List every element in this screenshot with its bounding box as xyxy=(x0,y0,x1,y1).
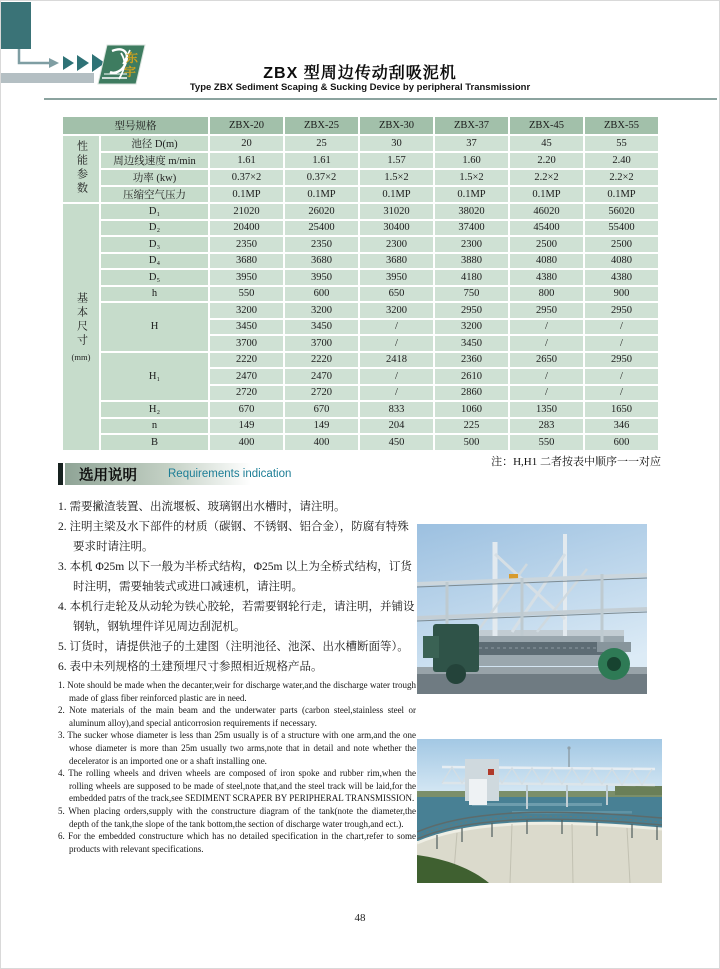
value-cell: 45 xyxy=(510,136,583,151)
value-cell: / xyxy=(585,320,658,335)
table-footnote: 注：H,H1 二者按表中顺序一一对应 xyxy=(491,456,661,468)
note-item: 5. When placing orders,supply with the constructure diagram of the tank(note the diameter,the depth of the tank,the slope of the tank bottom,the section of discharge water trough,and ect.). xyxy=(58,805,416,829)
value-cell: 26020 xyxy=(285,204,358,219)
value-cell: 1.60 xyxy=(435,153,508,168)
value-cell: 2.2×2 xyxy=(585,170,658,185)
param-cell: 池径 D(m) xyxy=(101,136,208,151)
spec-table xyxy=(61,115,660,452)
value-cell: 3200 xyxy=(285,303,358,318)
value-cell: 2220 xyxy=(210,353,283,368)
value-cell: 670 xyxy=(285,402,358,417)
value-cell: 3950 xyxy=(285,270,358,285)
param-cell: H₂ xyxy=(101,402,208,417)
group-label: 性能参数 xyxy=(75,139,88,196)
value-cell: 55 xyxy=(585,136,658,151)
param-cell: D₅ xyxy=(101,270,208,285)
value-cell: 2950 xyxy=(585,353,658,368)
value-cell: 4080 xyxy=(585,254,658,269)
model-header-cell: ZBX-45 xyxy=(510,117,583,134)
table-row xyxy=(63,204,658,219)
value-cell: 25400 xyxy=(285,221,358,236)
section-accent-bar xyxy=(58,463,63,485)
param-cell: 周边线速度 m/min xyxy=(101,153,208,168)
value-cell: / xyxy=(360,320,433,335)
param-cell: n xyxy=(101,419,208,434)
value-cell: 4080 xyxy=(510,254,583,269)
value-cell: / xyxy=(585,369,658,384)
value-cell: 2720 xyxy=(285,386,358,401)
value-cell: / xyxy=(585,336,658,351)
notes-chinese xyxy=(58,497,415,677)
photo-treatment-tank xyxy=(417,739,662,883)
value-cell: 2.40 xyxy=(585,153,658,168)
notes-english xyxy=(58,679,416,855)
value-cell: 3680 xyxy=(285,254,358,269)
value-cell: 149 xyxy=(210,419,283,434)
value-cell: 3200 xyxy=(435,320,508,335)
value-cell: 2300 xyxy=(435,237,508,252)
value-cell: 2860 xyxy=(435,386,508,401)
section-title-en: Requirements indication xyxy=(168,468,292,480)
value-cell: 283 xyxy=(510,419,583,434)
value-cell: 3200 xyxy=(360,303,433,318)
note-item: 1. Note should be made when the decanter,weir for discharge water,and the discharge water trough made of glass fiber reinforced plastic are in need. xyxy=(58,680,416,703)
table-row xyxy=(63,136,658,151)
value-cell: 670 xyxy=(210,402,283,417)
value-cell: 2950 xyxy=(585,303,658,318)
header-rule xyxy=(44,98,717,100)
table-row xyxy=(63,221,658,236)
value-cell: 1.61 xyxy=(285,153,358,168)
note-item: 2. Note materials of the main beam and the underwater parts (carbon steel,stainless steel or aluminum alloy),and special anticorrosion requirements if necessary. xyxy=(58,705,416,728)
value-cell: / xyxy=(510,386,583,401)
value-cell: 55400 xyxy=(585,221,658,236)
page-title: ZBX 型周边传动刮吸泥机 xyxy=(263,65,457,82)
value-cell: 0.37×2 xyxy=(285,170,358,185)
value-cell: 45400 xyxy=(510,221,583,236)
value-cell: 38020 xyxy=(435,204,508,219)
param-cell: D₄ xyxy=(101,254,208,269)
value-cell: 25 xyxy=(285,136,358,151)
value-cell: 1060 xyxy=(435,402,508,417)
group-label-cell xyxy=(63,136,99,202)
note-item: 2. 注明主梁及水下部件的材质（碳钢、不锈钢、铝合金），防腐有特殊要求时请注明。 xyxy=(58,521,409,553)
param-cell: D₁ xyxy=(101,204,208,219)
value-cell: 225 xyxy=(435,419,508,434)
logo-char-2: 宇 xyxy=(123,65,137,79)
model-header-cell: ZBX-30 xyxy=(360,117,433,134)
value-cell: 56020 xyxy=(585,204,658,219)
note-item: 4. 本机行走轮及从动轮为铁心胶轮，若需要钢轮行走，请注明，并铺设钢轨，钢轨埋件详见周边刮泥机。 xyxy=(58,601,415,633)
value-cell: 4380 xyxy=(585,270,658,285)
value-cell: 3680 xyxy=(210,254,283,269)
value-cell: 3950 xyxy=(360,270,433,285)
section-title-cn: 选用说明 xyxy=(79,468,137,484)
value-cell: 3700 xyxy=(210,336,283,351)
value-cell: 0.1MP xyxy=(210,187,283,202)
value-cell: 3880 xyxy=(435,254,508,269)
value-cell: 2500 xyxy=(510,237,583,252)
model-header-cell: ZBX-37 xyxy=(435,117,508,134)
group-label-cell xyxy=(63,204,99,450)
value-cell: 2950 xyxy=(510,303,583,318)
value-cell: 900 xyxy=(585,287,658,302)
value-cell: 833 xyxy=(360,402,433,417)
value-cell: 600 xyxy=(585,435,658,450)
value-cell: 2.20 xyxy=(510,153,583,168)
value-cell: 600 xyxy=(285,287,358,302)
value-cell: 37 xyxy=(435,136,508,151)
value-cell: 3200 xyxy=(210,303,283,318)
value-cell: 2.2×2 xyxy=(510,170,583,185)
value-cell: 3450 xyxy=(435,336,508,351)
note-item: 1. 需要撇渣装置、出流堰板、玻璃钢出水槽时，请注明。 xyxy=(58,501,346,513)
value-cell: 20400 xyxy=(210,221,283,236)
param-cell: 功率 (kw) xyxy=(101,170,208,185)
value-cell: 1.57 xyxy=(360,153,433,168)
value-cell: 37400 xyxy=(435,221,508,236)
value-cell: 1350 xyxy=(510,402,583,417)
logo-char-1: 东 xyxy=(125,51,139,65)
param-cell: h xyxy=(101,287,208,302)
value-cell: 3700 xyxy=(285,336,358,351)
value-cell: 500 xyxy=(435,435,508,450)
page-number: 48 xyxy=(354,912,366,924)
value-cell: 30400 xyxy=(360,221,433,236)
value-cell: 1650 xyxy=(585,402,658,417)
value-cell: 400 xyxy=(285,435,358,450)
value-cell: / xyxy=(585,386,658,401)
value-cell: 30 xyxy=(360,136,433,151)
value-cell: 3680 xyxy=(360,254,433,269)
value-cell: 2500 xyxy=(585,237,658,252)
value-cell: 2360 xyxy=(435,353,508,368)
table-row xyxy=(63,303,658,318)
value-cell: 550 xyxy=(510,435,583,450)
param-cell: B xyxy=(101,435,208,450)
model-header-cell: ZBX-55 xyxy=(585,117,658,134)
param-cell: 压缩空气压力 xyxy=(101,187,208,202)
value-cell: 21020 xyxy=(210,204,283,219)
table-row xyxy=(63,254,658,269)
value-cell: 800 xyxy=(510,287,583,302)
value-cell: / xyxy=(510,320,583,335)
value-cell: 1.61 xyxy=(210,153,283,168)
note-item: 6. 表中未列规格的土建预埋尺寸参照相近规格产品。 xyxy=(58,661,323,673)
value-cell: 750 xyxy=(435,287,508,302)
table-row xyxy=(63,237,658,252)
value-cell: 0.1MP xyxy=(285,187,358,202)
page-subtitle: Type ZBX Sediment Scaping & Sucking Device by peripheral Transmissionr xyxy=(189,82,531,93)
value-cell: 20 xyxy=(210,136,283,151)
value-cell: 2470 xyxy=(285,369,358,384)
param-cell: D₂ xyxy=(101,221,208,236)
value-cell: 2418 xyxy=(360,353,433,368)
value-cell: / xyxy=(510,369,583,384)
table-row xyxy=(63,419,658,434)
value-cell: 46020 xyxy=(510,204,583,219)
value-cell: 149 xyxy=(285,419,358,434)
value-cell: 4180 xyxy=(435,270,508,285)
value-cell: 450 xyxy=(360,435,433,450)
value-cell: 550 xyxy=(210,287,283,302)
value-cell: 2300 xyxy=(360,237,433,252)
value-cell: 2350 xyxy=(285,237,358,252)
value-cell: 4380 xyxy=(510,270,583,285)
value-cell: 0.37×2 xyxy=(210,170,283,185)
value-cell: 3450 xyxy=(210,320,283,335)
value-cell: / xyxy=(510,336,583,351)
value-cell: 650 xyxy=(360,287,433,302)
value-cell: 1.5×2 xyxy=(360,170,433,185)
table-row xyxy=(63,287,658,302)
value-cell: 3950 xyxy=(210,270,283,285)
value-cell: 2220 xyxy=(285,353,358,368)
table-row xyxy=(63,402,658,417)
value-cell: / xyxy=(360,336,433,351)
value-cell: 3450 xyxy=(285,320,358,335)
note-item: 6. For the embedded constructure which has no detailed specification in the chart,refer to some products with relevant specifications. xyxy=(58,831,416,854)
note-item: 3. The sucker whose diameter is less than 25m usually is of a structure with one arm,and the one whose diameter is more than 25m usually two arms,note that in detail and note whether the decelerator is an imported one or a shaft installing one. xyxy=(58,730,416,766)
table-row xyxy=(63,435,658,450)
photo-scraper-bridge xyxy=(417,524,647,694)
group-label: 基本尺寸 xyxy=(75,291,88,348)
value-cell: / xyxy=(360,386,433,401)
value-cell: 0.1MP xyxy=(435,187,508,202)
table-row xyxy=(63,353,658,368)
section-header xyxy=(56,462,376,486)
model-header-cell: ZBX-20 xyxy=(210,117,283,134)
value-cell: 1.5×2 xyxy=(435,170,508,185)
value-cell: 204 xyxy=(360,419,433,434)
value-cell: / xyxy=(360,369,433,384)
table-row xyxy=(63,153,658,168)
table-corner-label: 型号规格 xyxy=(63,117,208,134)
corner-deco-rect xyxy=(1,2,31,49)
value-cell: 2350 xyxy=(210,237,283,252)
value-cell: 0.1MP xyxy=(360,187,433,202)
note-item: 5. 订货时，请提供池子的土建图（注明池径、池深、出水槽断面等）。 xyxy=(58,641,409,653)
model-header-cell: ZBX-25 xyxy=(285,117,358,134)
value-cell: 400 xyxy=(210,435,283,450)
value-cell: 0.1MP xyxy=(510,187,583,202)
value-cell: 31020 xyxy=(360,204,433,219)
note-item: 3. 本机 Φ25m 以下一般为半桥式结构，Φ25m 以上为全桥式结构，订货时注明，需要轴装式或进口减速机，请注明。 xyxy=(58,561,412,593)
table-row xyxy=(63,270,658,285)
param-cell: H xyxy=(101,303,208,351)
table-row xyxy=(63,170,658,185)
value-cell: 2720 xyxy=(210,386,283,401)
param-cell: H₁ xyxy=(101,353,208,401)
value-cell: 0.1MP xyxy=(585,187,658,202)
value-cell: 2470 xyxy=(210,369,283,384)
table-header-row xyxy=(63,117,658,134)
value-cell: 346 xyxy=(585,419,658,434)
value-cell: 2650 xyxy=(510,353,583,368)
group-label-suffix: (mm) xyxy=(71,351,91,362)
note-item: 4. The rolling wheels and driven wheels are composed of iron spoke and rubber rim,when the rolling wheels are supposed to be made of steel,note that,and the steel track will be laid,for the embedded patrs of the track,see SEDIMENT SCRAPER BY PERIPHERAL TRANSMISSION. xyxy=(58,768,416,804)
table-row xyxy=(63,187,658,202)
value-cell: 2610 xyxy=(435,369,508,384)
value-cell: 2950 xyxy=(435,303,508,318)
param-cell: D₃ xyxy=(101,237,208,252)
